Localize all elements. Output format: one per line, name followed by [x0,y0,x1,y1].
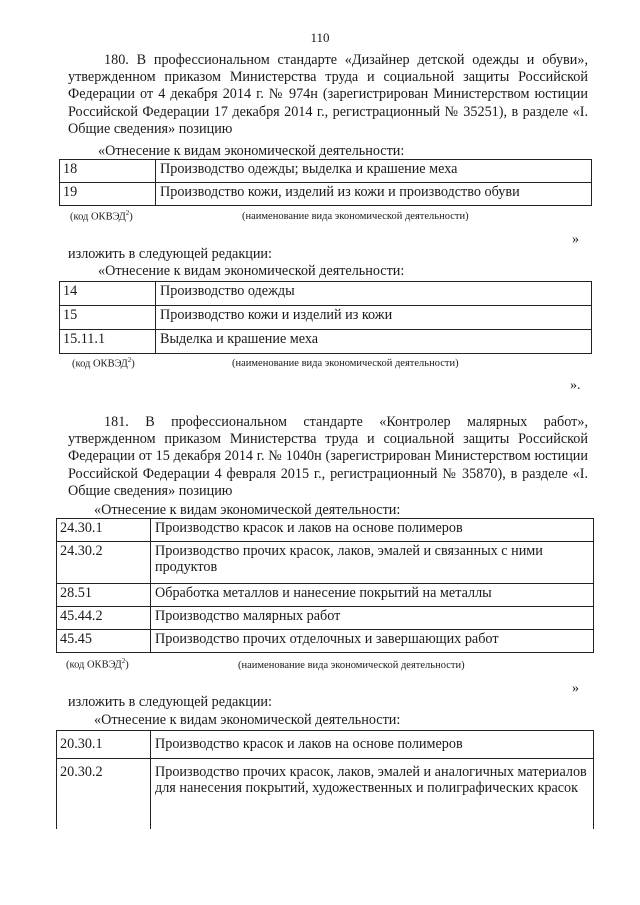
code-label: (код ОКВЭД$^2$) [72,356,135,370]
okved-code: 20.30.2 [57,759,151,829]
section-180-paragraph [68,52,588,138]
section-180-heading-new: «Отнесение к видам экономической деятельности: [98,263,405,279]
okved-code: 15.11.1 [60,330,156,354]
section-181-paragraph [68,414,588,500]
table-row [57,630,594,653]
activity-name: Выделка и крашение меха [156,330,592,354]
okved-code: 14 [60,282,156,306]
table-row [57,759,594,829]
closing-quote: » [572,681,579,696]
section-181-heading-new: «Отнесение к видам экономической деятельности: [94,712,401,728]
okved-code: 24.30.2 [57,542,151,584]
activity-name: Производство одежды; выделка и крашение меха [156,160,592,183]
okved-code: 45.45 [57,630,151,653]
section-180-heading-original: «Отнесение к видам экономической деятельности: [98,143,405,159]
table-row [57,731,594,759]
activity-name: Производство малярных работ [151,607,594,630]
table-row [57,542,594,584]
code-label: (код ОКВЭД$^2$) [66,657,129,671]
activity-name: Производство красок и лаков на основе полимеров [151,519,594,542]
name-label: (наименование вида экономической деятельности) [232,358,459,369]
table-row [57,584,594,607]
name-label: (наименование вида экономической деятельности) [242,211,469,222]
table-row [60,282,592,306]
activity-name: Производство прочих отделочных и завершающих работ [151,630,594,653]
okved-code: 18 [60,160,156,183]
table-row [57,607,594,630]
table-row [60,330,592,354]
closing-quote: » [572,232,579,247]
okved-code: 19 [60,183,156,206]
code-label: (код ОКВЭД$^2$) [70,209,133,223]
activity-name: Производство прочих красок, лаков, эмалей и связанных с ними продуктов [151,542,594,584]
replace-instruction: изложить в следующей редакции: [68,694,272,710]
okved-code: 24.30.1 [57,519,151,542]
closing-quote: ». [570,378,581,393]
table-row [57,519,594,542]
section-180-text: 180. В профессиональном стандарте «Дизайнер детской одежды и обуви», утвержденном приказом Министерства труда и социальной защиты Российской Федерации от 4 декабря 2014 г. № 974н (зарегистрирован Министерством юстиции Российской Федерации 17 декабря 2014 г., регистрационный № 35251), в разделе «I. Общие сведения» позицию [68,52,588,137]
table-row [60,160,592,183]
okved-code: 28.51 [57,584,151,607]
section-181-text: 181. В профессиональном стандарте «Контролер малярных работ», утвержденном приказом Министерства труда и социальной защиты Российской Федерации от 15 декабря 2014 г. № 1040н (зарегистрирован Министерством юстиции Российской Федерации 4 февраля 2015 г., регистрационный № 35870), в разделе «I. Общие сведения» позицию [68,414,588,499]
okved-code: 15 [60,306,156,330]
activity-name: Производство прочих красок, лаков, эмалей и аналогичных материалов для нанесения покрытий, художественных и полиграфических красок [151,759,594,829]
activity-name: Обработка металлов и нанесение покрытий на металлы [151,584,594,607]
activity-name: Производство кожи, изделий из кожи и производство обуви [156,183,592,206]
activity-name: Производство кожи и изделий из кожи [156,306,592,330]
table-row [60,306,592,330]
replace-instruction: изложить в следующей редакции: [68,246,272,262]
okved-code: 20.30.1 [57,731,151,759]
section-181-table-original [56,518,594,653]
activity-name: Производство одежды [156,282,592,306]
okved-code: 45.44.2 [57,607,151,630]
section-180-table-original [59,159,592,206]
page-number: 110 [310,30,330,45]
section-181-table-new [56,730,594,829]
section-181-heading-original: «Отнесение к видам экономической деятельности: [94,502,401,518]
table-row [60,183,592,206]
activity-name: Производство красок и лаков на основе полимеров [151,731,594,759]
name-label: (наименование вида экономической деятельности) [238,660,465,671]
section-180-table-new [59,281,592,354]
